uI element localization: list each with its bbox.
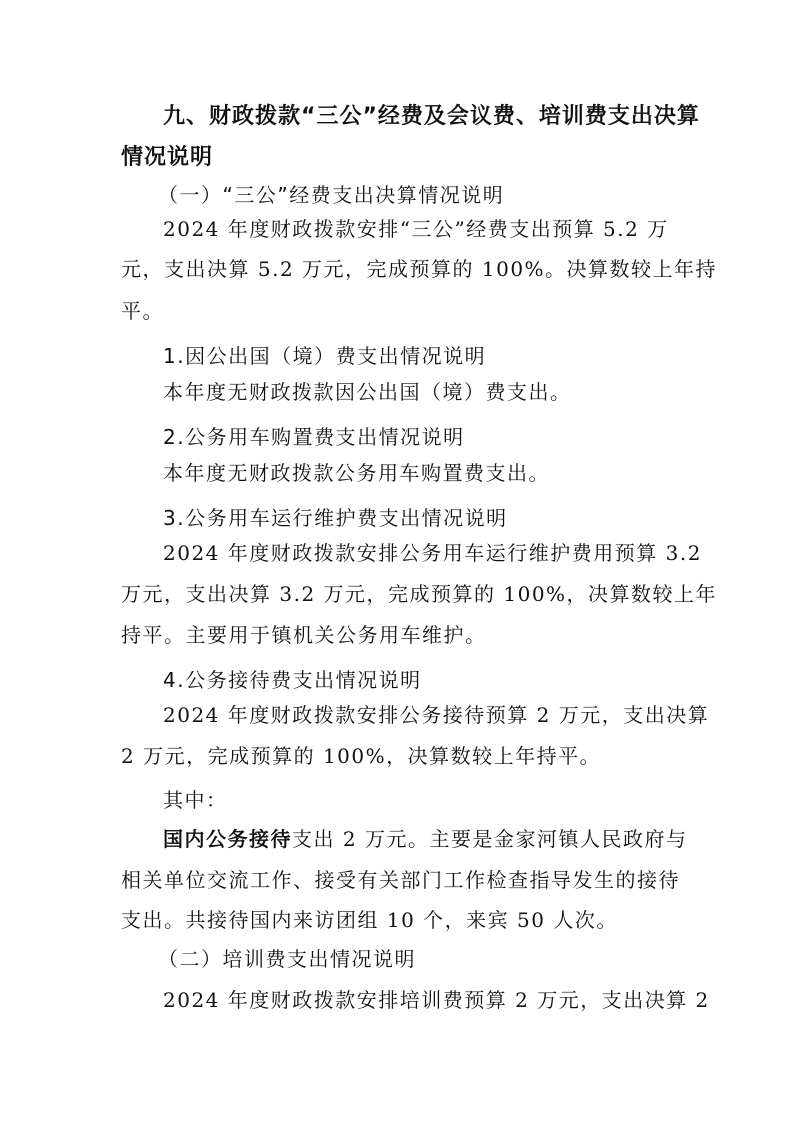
paragraph-line: 持平。主要用于镇机关公务用车维护。 (121, 623, 487, 647)
paragraph-line: 2024 年度财政拨款安排公务接待预算 2 万元，支出决算 (163, 703, 710, 727)
section-heading-line-2: 情况说明 (121, 145, 214, 170)
item-title-overseas: 1.因公出国（境）费支出情况说明 (163, 344, 487, 368)
section-heading-line-1: 九、财政拨款“三公”经费及会议费、培训费支出决算 (163, 104, 700, 129)
paragraph-line: 支出。共接待国内来访团组 10 个，来宾 50 人次。 (121, 908, 618, 932)
item-text-overseas: 本年度无财政拨款因公出国（境）费支出。 (163, 380, 572, 404)
domestic-reception-line (163, 825, 687, 853)
paragraph-line: 2024 年度财政拨款安排公务用车运行维护费用预算 3.2 (163, 541, 702, 565)
among-label: 其中： (163, 788, 228, 812)
domestic-reception-label: 国内公务接待 (163, 827, 292, 851)
domestic-reception-text: 支出 2 万元。主要是金家河镇人民政府与 (292, 827, 688, 851)
paragraph-line: 2024 年度财政拨款安排“三公”经费支出预算 5.2 万 (163, 217, 669, 241)
paragraph-line: 平。 (121, 299, 164, 323)
paragraph-line: 万元，支出决算 3.2 万元，完成预算的 100%，决算数较上年 (121, 582, 718, 606)
subsection-title-training: （二）培训费支出情况说明 (158, 947, 416, 971)
item-text-vehicle-purchase: 本年度无财政拨款公务用车购置费支出。 (163, 461, 550, 485)
paragraph-line: 相关单位交流工作、接受有关部门工作检查指导发生的接待 (121, 868, 680, 892)
subsection-title-three-public: （一）“三公”经费支出决算情况说明 (158, 183, 505, 207)
item-title-vehicle-purchase: 2.公务用车购置费支出情况说明 (163, 425, 465, 449)
item-title-reception: 4.公务接待费支出情况说明 (163, 668, 422, 692)
paragraph-line: 2024 年度财政拨款安排培训费预算 2 万元，支出决算 2 (163, 988, 710, 1012)
item-title-vehicle-operation: 3.公务用车运行维护费支出情况说明 (163, 506, 508, 530)
paragraph-line: 2 万元，完成预算的 100%，决算数较上年持平。 (121, 744, 602, 768)
paragraph-line: 元，支出决算 5.2 万元，完成预算的 100%。决算数较上年持 (121, 257, 718, 281)
